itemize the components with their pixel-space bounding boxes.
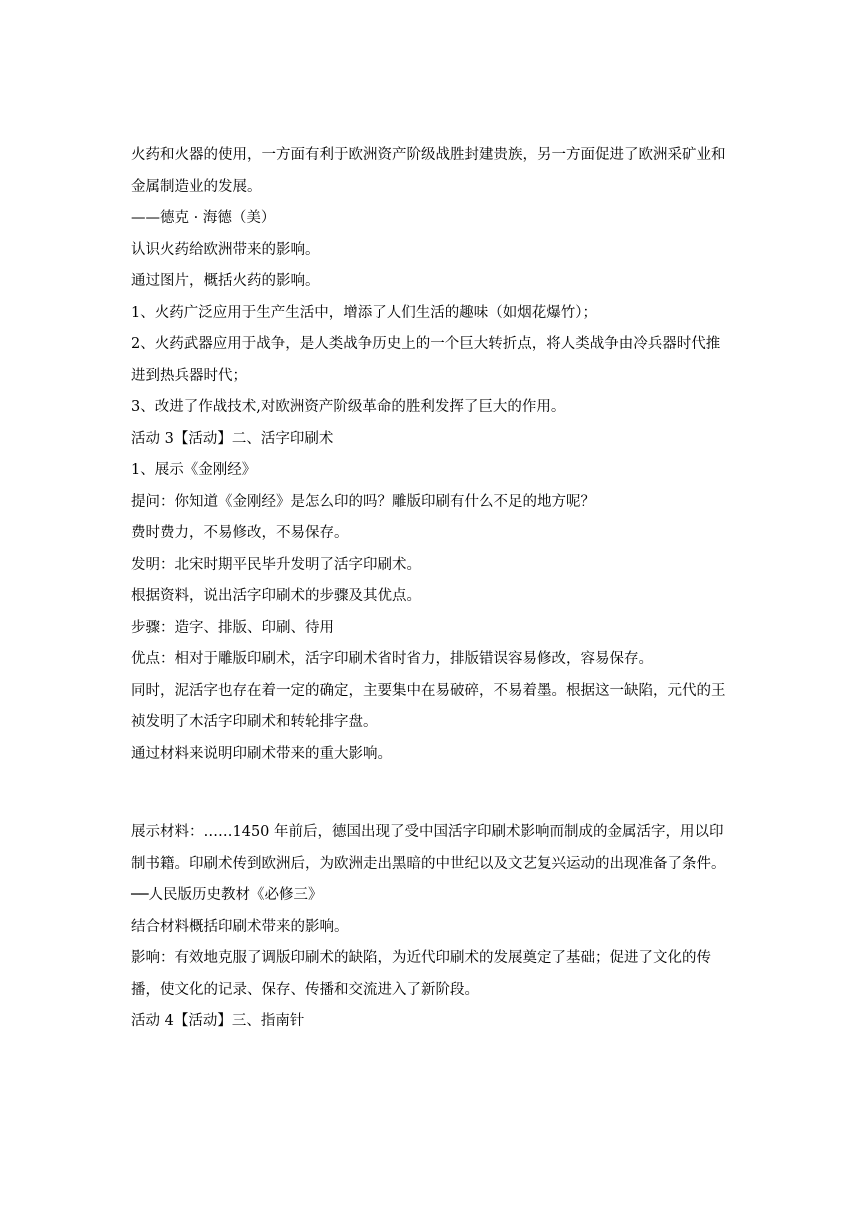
paragraph-point-2: 2、火药武器应用于战争，是人类战争历史上的一个巨大转折点，将人类战争由冷兵器时代推进到热兵器时代；	[131, 336, 721, 384]
paragraph-steps: 步骤：造字、排版、印刷、待用	[131, 619, 334, 636]
paragraph-task: 通过材料来说明印刷术带来的重大影响。	[131, 745, 392, 762]
paragraph-material: 展示材料：……1450 年前后，德国出现了受中国活字印刷术影响而制成的金属活字，用以印制书籍。印刷术传到欧洲后，为欧洲走出黑暗的中世纪以及文艺复兴运动的出现准备了条件。	[131, 824, 726, 872]
paragraph-attribution: ——德克 · 海德（美）	[131, 210, 276, 226]
paragraph-task: 结合材料概括印刷术带来的影响。	[131, 918, 349, 935]
paragraph-task: 通过图片，概括火药的影响。	[131, 273, 320, 289]
document-body	[131, 140, 731, 1038]
paragraph-influence: 影响：有效地克服了调版印刷术的缺陷，为近代印刷术的发展奠定了基础；促进了文化的传播，使文化的记录、保存、传播和交流进入了新阶段。	[131, 950, 711, 998]
paragraph-source: ──人民版历史教材《必修三》	[131, 887, 323, 903]
paragraph-step: 1、展示《金刚经》	[131, 462, 257, 478]
paragraph-invention: 发明：北宋时期平民毕升发明了活字印刷术。	[131, 556, 421, 573]
paragraph-point-1: 1、火药广泛应用于生产生活中，增添了人们生活的趣味（如烟花爆竹）；	[131, 304, 597, 321]
paragraph-task: 根据资料，说出活字印刷术的步骤及其优点。	[131, 588, 421, 604]
section-heading-activity-3: 活动 3【活动】二、活字印刷术	[131, 430, 334, 447]
paragraph-answer: 费时费力，不易修改，不易保存。	[131, 525, 349, 541]
paragraph-question: 提问：你知道《金刚经》是怎么印的吗？雕版印刷有什么不足的地方呢？	[131, 493, 595, 510]
paragraph-advantages: 优点：相对于雕版印刷术，活字印刷术省时省力，排版错误容易修改，容易保存。	[131, 651, 653, 667]
section-heading-activity-4: 活动 4【活动】三、指南针	[131, 1013, 305, 1029]
paragraph-task: 认识火药给欧洲带来的影响。	[131, 241, 320, 258]
paragraph-point-3: 3、改进了作战技术,对欧洲资产阶级革命的胜利发挥了巨大的作用。	[131, 399, 566, 415]
blank-line	[131, 770, 731, 817]
paragraph-defects: 同时，泥活字也存在着一定的确定，主要集中在易破碎，不易着墨。根据这一缺陷，元代的王祯发明了木活字印刷术和转轮排字盘。	[131, 682, 726, 730]
paragraph-quote: 火药和火器的使用，一方面有利于欧洲资产阶级战胜封建贵族，另一方面促进了欧洲采矿业和金属制造业的发展。	[131, 147, 726, 195]
